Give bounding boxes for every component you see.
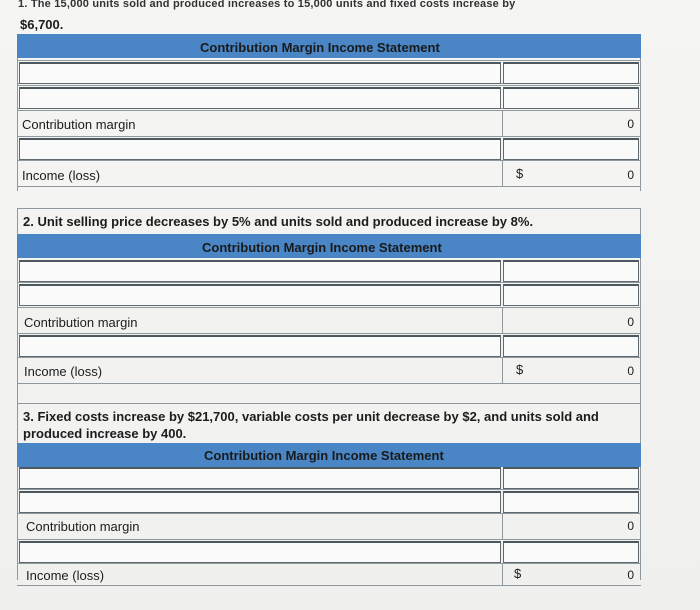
section3-row2-amount-input[interactable] xyxy=(503,491,639,513)
section1-income-loss-label: Income (loss) xyxy=(22,168,101,183)
section2-row1-amount-input[interactable] xyxy=(503,260,639,282)
section2-header-title: Contribution Margin Income Statement xyxy=(202,240,442,255)
section1-contribution-margin-label: Contribution margin xyxy=(22,117,136,132)
section2-row2-label-input[interactable] xyxy=(19,284,501,306)
section1-row3-label-input[interactable] xyxy=(19,138,501,160)
section3-income-loss-label: Income (loss) xyxy=(26,568,105,583)
fixed-cost-amount: $6,700. xyxy=(20,17,64,32)
section3-row1-amount-input[interactable] xyxy=(503,467,639,489)
section1-currency-symbol: $ xyxy=(516,166,524,181)
section2-income-loss-value: 0 xyxy=(627,364,634,378)
section3-income-loss-value: 0 xyxy=(627,568,634,582)
section2-row2-amount-input[interactable] xyxy=(503,284,639,306)
section3-contribution-margin-label: Contribution margin xyxy=(26,519,140,534)
section3-row3-label-input[interactable] xyxy=(19,541,501,563)
section2-row3-amount-input[interactable] xyxy=(503,335,639,357)
question-2-text: 2. Unit selling price decreases by 5% and units sold and produced increase by 8%. xyxy=(23,214,534,229)
cutoff-question-text: 1. The 15,000 units sold and produced increases to 15,000 units and fixed costs increase by xyxy=(18,0,516,10)
section2-contribution-margin-label: Contribution margin xyxy=(24,315,138,330)
section3-header-title: Contribution Margin Income Statement xyxy=(204,448,444,463)
section3-row2-label-input[interactable] xyxy=(19,491,501,513)
section2-row3-label-input[interactable] xyxy=(19,335,501,357)
section1-row1-amount-input[interactable] xyxy=(503,62,639,84)
question-3-text: 3. Fixed costs increase by $21,700, variable costs per unit decrease by $2, and units sold and produced increase by 400. xyxy=(23,409,599,441)
section2-income-loss-label: Income (loss) xyxy=(24,364,103,379)
section1-row1-label-input[interactable] xyxy=(19,62,501,84)
section1-header-title: Contribution Margin Income Statement xyxy=(200,40,440,55)
section1-contribution-margin-value: 0 xyxy=(627,117,634,131)
section1-row3-amount-input[interactable] xyxy=(503,138,639,160)
section1-income-loss-value: 0 xyxy=(627,168,634,182)
section1-row2-amount-input[interactable] xyxy=(503,87,639,109)
section3-row3-amount-input[interactable] xyxy=(503,541,639,563)
section3-row1-label-input[interactable] xyxy=(19,467,501,489)
section2-contribution-margin-value: 0 xyxy=(627,315,634,329)
section3-currency-symbol: $ xyxy=(514,566,522,581)
section1-row2-label-input[interactable] xyxy=(19,87,501,109)
section2-currency-symbol: $ xyxy=(516,362,524,377)
section3-contribution-margin-value: 0 xyxy=(627,519,634,533)
section2-row1-label-input[interactable] xyxy=(19,260,501,282)
